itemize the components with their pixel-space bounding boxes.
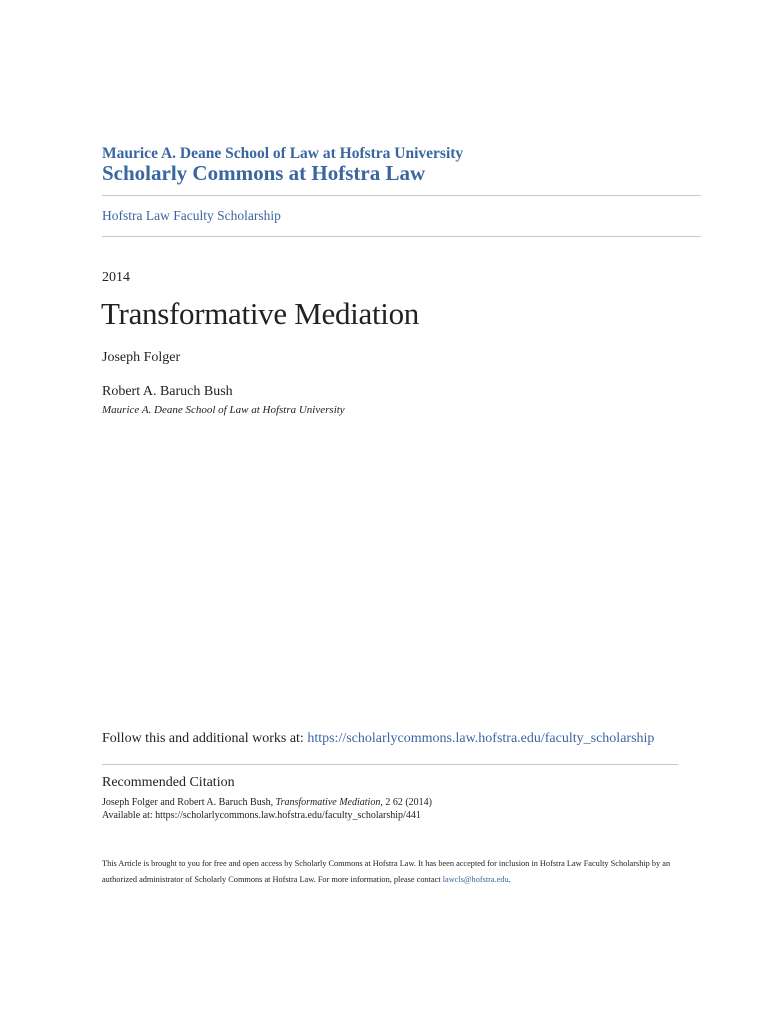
divider-top [102,195,701,196]
publication-year: 2014 [102,270,130,285]
contact-email-link[interactable]: lawcls@hofstra.edu [442,875,509,884]
institution-link[interactable]: Maurice A. Deane School of Law at Hofstra University [102,145,464,162]
notice-end: . [508,875,511,884]
follow-line [102,731,654,747]
repository-link[interactable]: Scholarly Commons at Hofstra Law [102,161,426,185]
author-name: Joseph Folger [102,350,181,365]
collection-link[interactable]: Hofstra Law Faculty Scholarship [102,208,281,223]
citation-text [102,797,432,808]
notice-text: This Article is brought to you for free and open access by Scholarly Commons at Hofstra Law. It has been accepted for inclusion in Hofstra Law Faculty Scholarship by an authorized administrator of Scholarly Commons at Hofstra Law. For more information, please contact [102,859,671,884]
citation-authors: Joseph Folger and Robert A. Baruch Bush, [102,797,276,808]
follow-label: Follow this and additional works at: [102,731,308,746]
author-affiliation: Maurice A. Deane School of Law at Hofstra University [102,404,345,416]
author-name: Robert A. Baruch Bush [102,384,233,399]
citation-heading: Recommended Citation [102,775,235,790]
access-notice [102,856,672,888]
follow-url-link[interactable]: https://scholarlycommons.law.hofstra.edu/faculty_scholarship [307,731,655,746]
divider-header-bottom [102,236,701,237]
divider-citation [102,764,678,765]
citation-title: Transformative Mediation [275,797,381,808]
citation-available-at: Available at: https://scholarlycommons.law.hofstra.edu/faculty_scholarship/441 [102,810,421,821]
citation-details: , 2 62 (2014) [380,797,432,808]
article-title: Transformative Mediation [101,296,419,331]
